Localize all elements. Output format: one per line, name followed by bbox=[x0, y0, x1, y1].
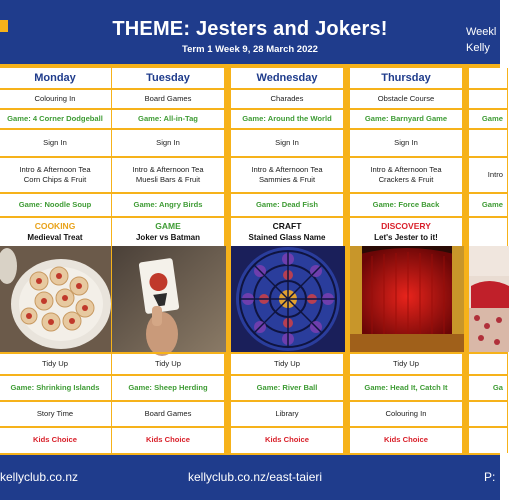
afternoon-tea bbox=[350, 158, 462, 194]
afternoon-tea-intro: Intro bbox=[487, 169, 503, 179]
morning-activity: Board Games bbox=[112, 90, 224, 110]
game-3: Ga bbox=[469, 376, 507, 402]
game-3: Game: River Ball bbox=[231, 376, 343, 402]
joker-card-image bbox=[112, 246, 226, 352]
tidy-up: Tidy Up bbox=[231, 352, 343, 376]
header-banner bbox=[0, 0, 500, 64]
activity-category: CRAFT bbox=[272, 221, 302, 231]
footer-website-link[interactable]: kellyclub.co.nz bbox=[0, 470, 79, 484]
kids-choice: Kids Choice bbox=[146, 435, 190, 445]
afternoon-tea-food: Corn Chips & Fruit bbox=[23, 175, 87, 184]
afternoon-tea-intro: Intro & Afternoon Tea bbox=[251, 164, 323, 174]
late-activity: Board Games bbox=[112, 402, 224, 428]
tidy-up bbox=[469, 352, 507, 376]
header-side-text-2: Kelly bbox=[466, 42, 490, 54]
tidy-up: Tidy Up bbox=[0, 352, 111, 376]
late-activity: Story Time bbox=[0, 402, 111, 428]
activity-photo-theatre-stage bbox=[350, 246, 462, 352]
late-activity: Library bbox=[231, 402, 343, 428]
game-2: Game: Force Back bbox=[350, 194, 462, 218]
activity-title: Let's Jester to it! bbox=[374, 233, 438, 242]
game-3: Game: Shrinking Islands bbox=[0, 376, 111, 402]
day-column-monday bbox=[0, 68, 112, 453]
page-title: THEME: Jesters and Jokers! bbox=[112, 18, 388, 40]
game-1: Game: Barnyard Game bbox=[350, 110, 462, 130]
afternoon-tea-food: Muesli Bars & Fruit bbox=[135, 175, 201, 184]
afternoon-tea bbox=[0, 158, 111, 194]
day-header bbox=[0, 68, 111, 90]
day-column-tuesday bbox=[111, 68, 225, 453]
kids-choice: Kids Choice bbox=[33, 435, 77, 445]
timetable-grid bbox=[0, 64, 503, 455]
game-1: Game bbox=[469, 110, 507, 130]
day-name: Wednesday bbox=[256, 71, 318, 84]
afternoon-tea-intro: Intro & Afternoon Tea bbox=[132, 164, 204, 174]
tidy-up: Tidy Up bbox=[350, 352, 462, 376]
day-header bbox=[469, 68, 507, 90]
afternoon-tea bbox=[112, 158, 224, 194]
kids-choice: Kids Choice bbox=[265, 435, 309, 445]
game-3: Game: Sheep Herding bbox=[112, 376, 224, 402]
game-2: Game: Dead Fish bbox=[231, 194, 343, 218]
game-2: Game: Noodle Soup bbox=[0, 194, 111, 218]
day-header bbox=[231, 68, 343, 90]
sign-in: Sign In bbox=[0, 130, 111, 158]
day-column-friday-partial bbox=[468, 68, 508, 453]
tidy-up: Tidy Up bbox=[112, 352, 224, 376]
afternoon-tea bbox=[231, 158, 343, 194]
partial-photo-image bbox=[469, 246, 509, 352]
activity-category: DISCOVERY bbox=[381, 221, 431, 231]
page-subtitle: Term 1 Week 9, 28 March 2022 bbox=[182, 44, 318, 55]
morning-activity: Obstacle Course bbox=[350, 90, 462, 110]
activity-title: Stained Glass Name bbox=[248, 233, 326, 242]
morning-activity: Colouring In bbox=[0, 90, 111, 110]
late-activity: Colouring In bbox=[350, 402, 462, 428]
afternoon-tea-food: Sammies & Fruit bbox=[258, 175, 316, 184]
day-column-wednesday bbox=[230, 68, 344, 453]
day-name: Tuesday bbox=[146, 71, 190, 84]
footer-club-link[interactable]: kellyclub.co.nz/east-taieri bbox=[188, 470, 323, 484]
stained-glass-image bbox=[231, 246, 345, 352]
activity-category: GAME bbox=[155, 221, 181, 231]
day-header bbox=[350, 68, 462, 90]
afternoon-tea-intro: Intro & Afternoon Tea bbox=[370, 164, 442, 174]
day-header bbox=[112, 68, 224, 90]
afternoon-tea-intro: Intro & Afternoon Tea bbox=[19, 164, 91, 174]
late-activity bbox=[469, 402, 507, 428]
game-2: Game bbox=[469, 194, 507, 218]
header-side-text-1: Weekl bbox=[466, 26, 497, 38]
day-column-thursday bbox=[349, 68, 463, 453]
morning-activity: Charades bbox=[231, 90, 343, 110]
sign-in bbox=[469, 130, 507, 158]
afternoon-tea-food: Crackers & Fruit bbox=[378, 175, 434, 184]
footer-bar bbox=[0, 455, 500, 500]
activity-photo-partial bbox=[469, 246, 507, 352]
sign-in: Sign In bbox=[350, 130, 462, 158]
day-name: Thursday bbox=[381, 71, 431, 84]
activity-photo-stained-glass bbox=[231, 246, 343, 352]
footer-phone-label: P: bbox=[484, 470, 496, 484]
kids-choice: Kids Choice bbox=[384, 435, 428, 445]
morning-activity bbox=[469, 90, 507, 110]
activity-title: Joker vs Batman bbox=[135, 233, 201, 242]
game-1: Game: 4 Corner Dodgeball bbox=[0, 110, 111, 130]
afternoon-tea bbox=[469, 158, 507, 194]
game-1: Game: Around the World bbox=[231, 110, 343, 130]
day-name: Monday bbox=[34, 71, 76, 84]
activity-title: Medieval Treat bbox=[27, 233, 83, 242]
cookies-image bbox=[0, 246, 113, 352]
activity-photo-joker-card bbox=[112, 246, 224, 352]
activity-photo-cookies bbox=[0, 246, 111, 352]
game-1: Game: All-in-Tag bbox=[112, 110, 224, 130]
sign-in: Sign In bbox=[231, 130, 343, 158]
theatre-stage-image bbox=[350, 246, 464, 352]
activity-category: COOKING bbox=[34, 221, 76, 231]
game-3: Game: Head It, Catch It bbox=[350, 376, 462, 402]
kids-choice bbox=[469, 428, 507, 453]
game-2: Game: Angry Birds bbox=[112, 194, 224, 218]
sign-in: Sign In bbox=[112, 130, 224, 158]
